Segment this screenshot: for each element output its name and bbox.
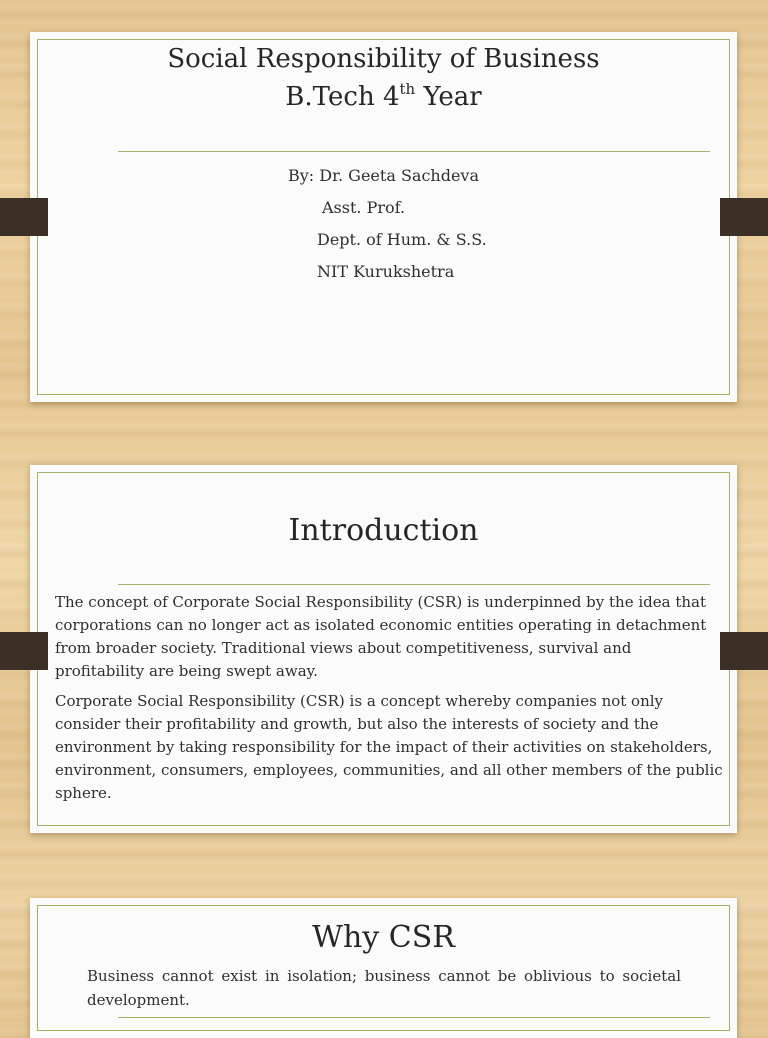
introduction-slide — [30, 465, 737, 833]
body-text: Business cannot exist in isolation; business cannot be oblivious to societal development. — [87, 967, 681, 1009]
title-line-1: Social Responsibility of Business — [167, 44, 600, 74]
slide-title: Why CSR — [312, 920, 455, 955]
title-line-2-text: B.Tech 4 — [285, 82, 400, 112]
body-divider — [118, 1017, 710, 1018]
slide-title: Introduction — [288, 513, 479, 548]
title-line-2-suffix: Year — [415, 82, 482, 112]
title-slide — [30, 32, 737, 402]
body-paragraph-1: The concept of Corporate Social Responsibility (CSR) is underpinned by the idea that corporations can no longer act as isolated economic entities operating in detachment from broader society. Traditional views about competitiveness, survival and profitability are being swept away. — [55, 593, 707, 680]
slide-tab-right — [720, 198, 768, 236]
title-divider — [118, 584, 710, 585]
author-department: Dept. of Hum. & S.S. — [317, 230, 487, 249]
title-line-2 — [30, 78, 737, 116]
author-position: Asst. Prof. — [322, 198, 406, 217]
slide-tab-left — [0, 198, 48, 236]
author-institute: NIT Kurukshetra — [317, 262, 455, 281]
title-superscript: th — [399, 80, 416, 98]
title-divider — [118, 151, 710, 152]
why-csr-slide — [30, 898, 737, 1038]
slide-tab-right — [720, 632, 768, 670]
body-paragraph-2: Corporate Social Responsibility (CSR) is a concept whereby companies not only consider their profitability and growth, but also the interests of society and the environment by taking responsibility for the impact of their activities on stakeholders, environment, consumers, employees, communities, and all other members of the public sphere. — [55, 692, 723, 802]
slide-title — [30, 40, 737, 116]
slide-tab-left — [0, 632, 48, 670]
author-name: By: Dr. Geeta Sachdeva — [288, 166, 479, 185]
